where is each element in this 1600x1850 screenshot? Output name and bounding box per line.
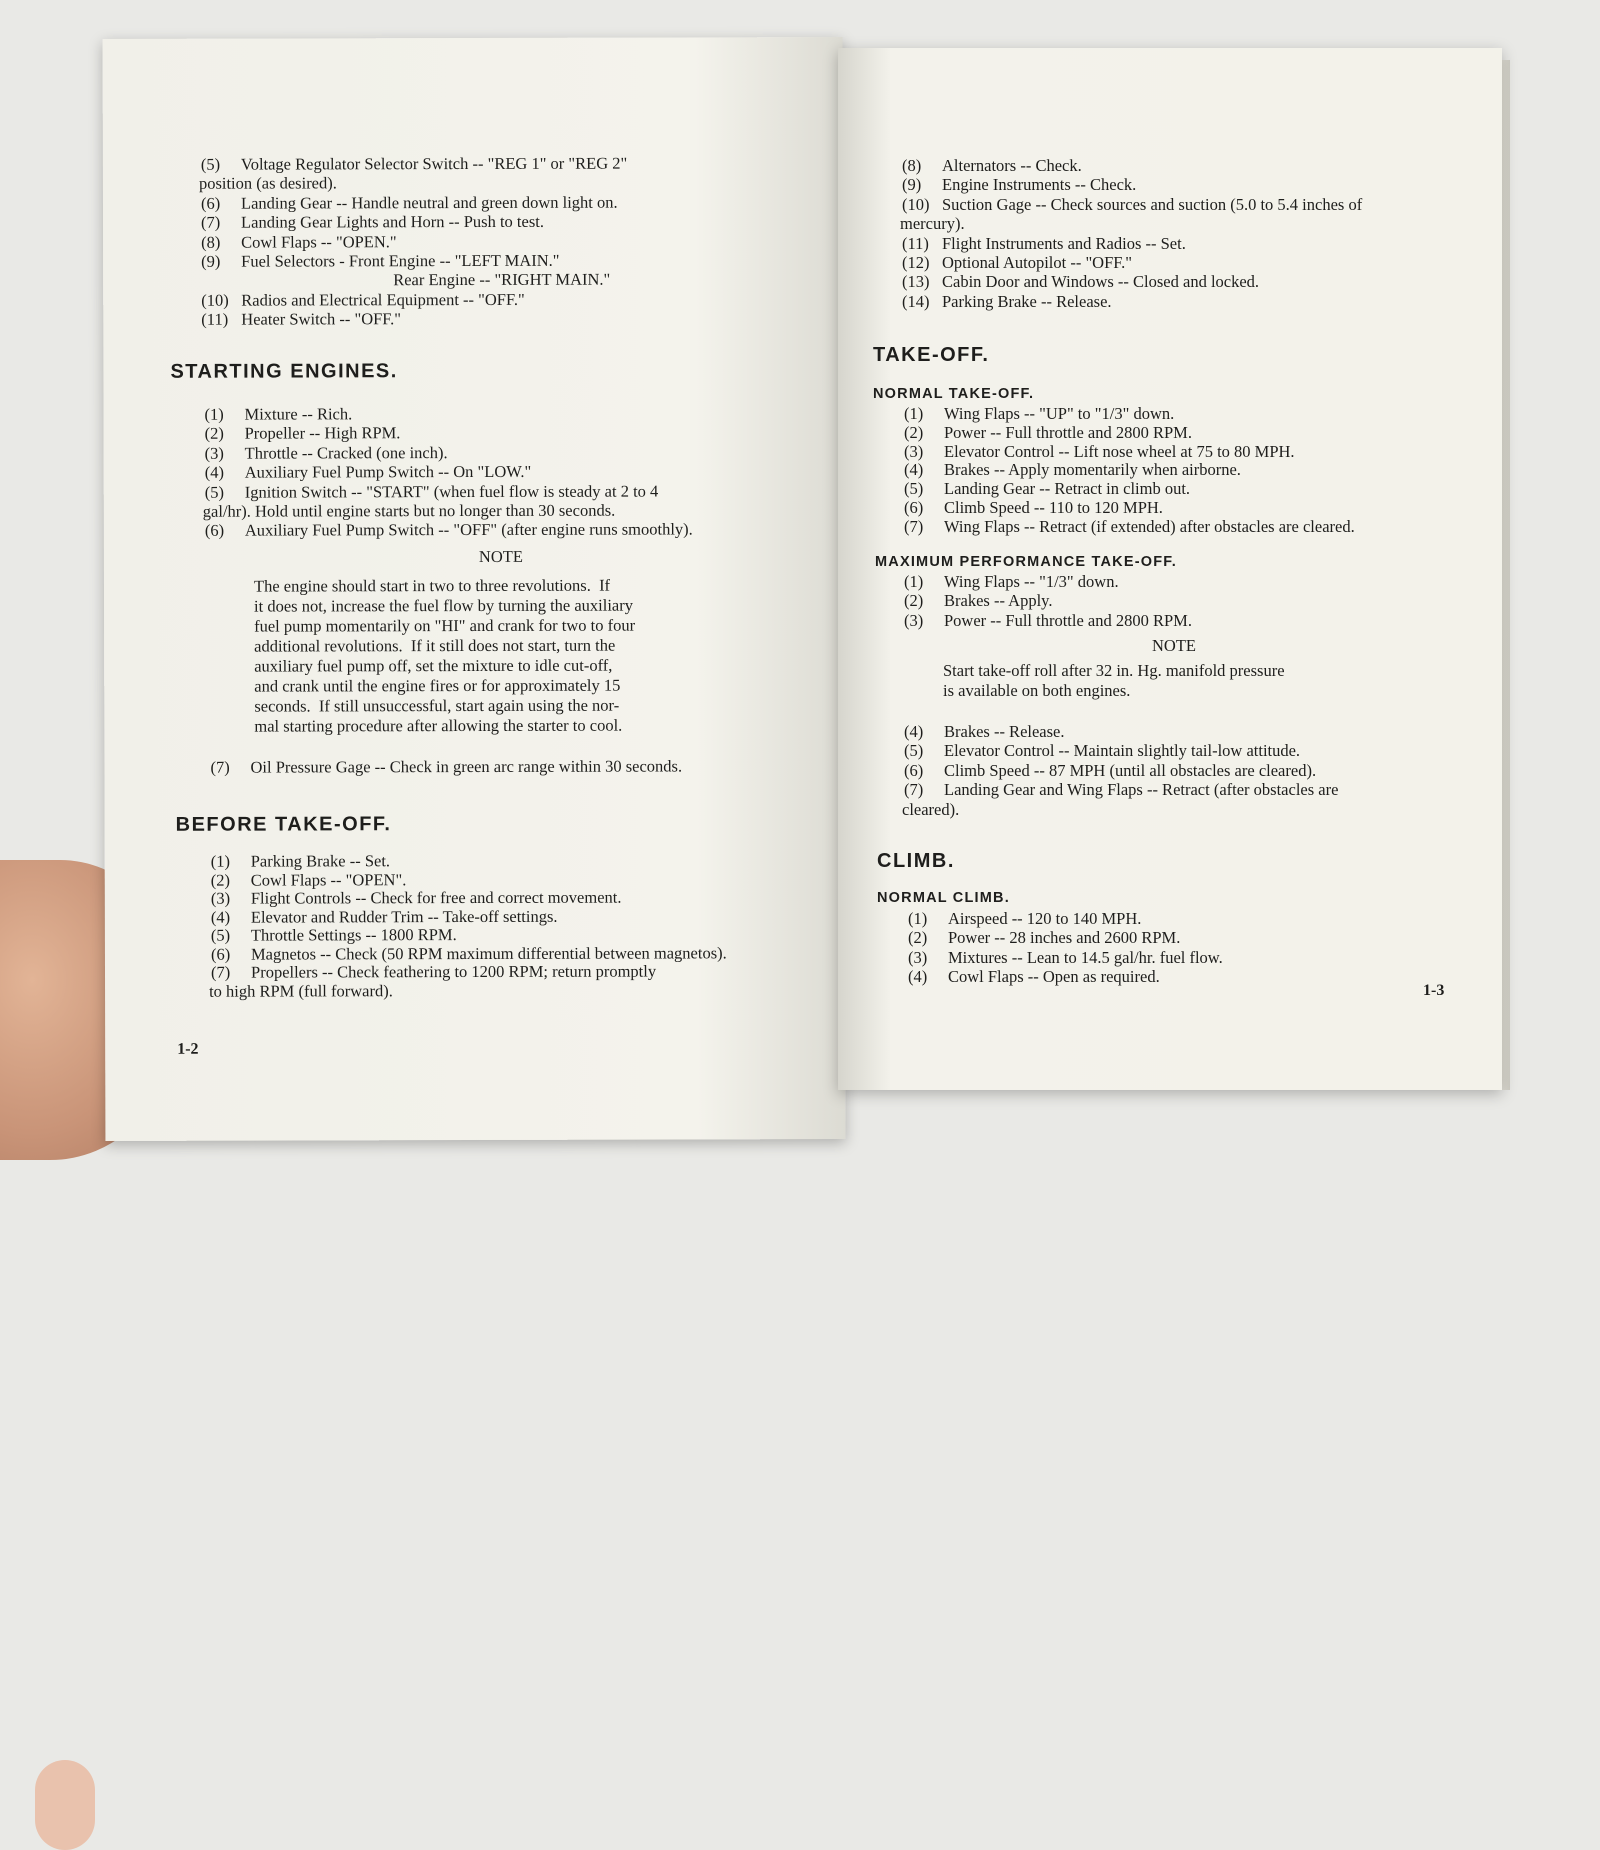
item-number: (4) [204, 462, 224, 482]
item-text: Landing Gear -- Handle neutral and green down light on. [240, 192, 618, 213]
list-item [211, 870, 727, 890]
normal-climb-list [908, 909, 1223, 987]
item-text: Throttle -- Cracked (one inch). [244, 442, 448, 463]
item-text: Mixtures -- Lean to 14.5 gal/hr. fuel flow. [948, 947, 1223, 967]
list-item: position (as desired). [198, 173, 337, 194]
item-number: (4) [210, 907, 231, 927]
item-text: Flight Instruments and Radios -- Set. [942, 233, 1186, 253]
item-text: Cowl Flaps -- Open as required. [948, 967, 1160, 987]
list-item: cleared). [902, 799, 960, 819]
item-text: Power -- 28 inches and 2600 RPM. [948, 928, 1181, 948]
item-number: (7) [904, 780, 924, 800]
list-item [908, 967, 1223, 986]
item-number: (8) [902, 156, 922, 175]
item-number: (2) [908, 928, 928, 948]
item-text: Optional Autopilot -- "OFF." [942, 253, 1132, 273]
list-item [904, 405, 1355, 424]
list-item [908, 909, 1223, 928]
item-text: Wing Flaps -- "1/3" down. [944, 572, 1119, 591]
item-text: Mixture -- Rich. [244, 404, 353, 424]
list-item [902, 156, 1362, 175]
oil-pressure-item [210, 756, 682, 777]
left-page [103, 37, 846, 1141]
item-number: (2) [210, 870, 231, 890]
item-text: Auxiliary Fuel Pump Switch -- "OFF" (after engine runs smoothly). [244, 519, 693, 541]
list-item [201, 154, 627, 175]
normal-takeoff-list [904, 405, 1355, 537]
item-text: Ignition Switch -- "START" (when fuel flow is steady at 2 to 4 [244, 481, 659, 502]
item-number: (14) [902, 291, 930, 311]
item-number: (3) [904, 610, 924, 630]
item-text: Landing Gear Lights and Horn -- Push to test. [241, 212, 544, 232]
list-item [902, 175, 1362, 194]
list-item [902, 234, 1362, 253]
list-item: mercury). [900, 214, 965, 234]
subheading-normal-takeoff: NORMAL TAKE-OFF. [873, 386, 1035, 402]
list-item [908, 948, 1223, 967]
item-text: Throttle Settings -- 1800 RPM. [250, 925, 457, 945]
item-text: Cowl Flaps -- "OPEN." [241, 231, 397, 252]
note-label: NOTE [1152, 636, 1196, 655]
list-item [205, 442, 693, 463]
item-text: Oil Pressure Gage -- Check in green arc range within 30 seconds. [250, 756, 683, 777]
list-item [205, 403, 693, 424]
list-item: Rear Engine -- "RIGHT MAIN." [393, 270, 611, 290]
note-text: Start take-off roll after 32 in. Hg. manifold pressure is available on both engines. [943, 661, 1285, 700]
heading-climb: CLIMB. [877, 850, 955, 872]
item-number: (1) [204, 404, 224, 424]
item-text: Power -- Full throttle and 2800 RPM. [944, 422, 1192, 442]
item-text: Climb Speed -- 87 MPH (until all obstacles are cleared). [944, 760, 1317, 780]
item-number: (4) [904, 460, 924, 480]
thumbnail [35, 1760, 95, 1850]
before-takeoff-list [211, 851, 727, 1000]
item-text: Elevator Control -- Lift nose wheel at 75 to 80 MPH. [944, 441, 1295, 461]
item-text: Airspeed -- 120 to 140 MPH. [948, 909, 1142, 928]
item-text: Radios and Electrical Equipment -- "OFF." [241, 289, 525, 310]
heading-takeoff: TAKE-OFF. [873, 344, 990, 366]
item-number: (7) [201, 212, 221, 232]
item-number: (3) [908, 947, 928, 967]
list-item [902, 253, 1362, 272]
item-number: (11) [902, 233, 929, 253]
list-item [205, 462, 693, 483]
list-item: gal/hr). Hold until engine starts but no longer than 30 seconds. [202, 500, 616, 521]
item-text: Suction Gage -- Check sources and suction (5.0 to 5.4 inches of [942, 194, 1363, 214]
list-item [205, 423, 693, 444]
item-number: (4) [908, 967, 928, 987]
item-text: Cabin Door and Windows -- Closed and locked. [942, 272, 1260, 292]
subheading-max-performance-takeoff: MAXIMUM PERFORMANCE TAKE-OFF. [875, 554, 1177, 570]
item-text: Elevator and Rudder Trim -- Take-off settings. [250, 906, 558, 927]
item-number: (3) [204, 443, 224, 463]
list-item [904, 499, 1355, 518]
note-label: NOTE [478, 546, 523, 566]
page-number: 1-3 [1423, 982, 1445, 999]
item-number: (3) [904, 441, 924, 461]
item-number: (6) [904, 497, 924, 517]
list-item [205, 481, 693, 502]
item-text: Cowl Flaps -- "OPEN". [250, 869, 407, 890]
page-number: 1-2 [177, 1040, 199, 1058]
item-number: (6) [904, 760, 924, 780]
item-number: (5) [204, 482, 225, 502]
item-number: (5) [904, 741, 924, 761]
list-item [211, 907, 727, 927]
list-item [210, 756, 682, 777]
list-item [904, 461, 1355, 480]
list-item [902, 272, 1362, 291]
item-number: (6) [204, 521, 225, 541]
item-number: (9) [902, 175, 922, 195]
list-item [904, 424, 1355, 443]
list-item [904, 518, 1355, 537]
item-number: (5) [210, 925, 231, 945]
list-item [902, 195, 1362, 214]
item-text: Engine Instruments -- Check. [942, 175, 1137, 195]
item-text: Alternators -- Check. [942, 156, 1082, 175]
checklist-continued [902, 156, 1362, 311]
item-text: Parking Brake -- Set. [250, 851, 391, 871]
list-item [904, 741, 1338, 760]
list-item [904, 761, 1338, 780]
item-number: (6) [210, 944, 231, 964]
list-item [904, 611, 1192, 630]
item-text: Auxiliary Fuel Pump Switch -- On "LOW." [244, 462, 532, 482]
list-item [904, 780, 1338, 799]
item-text: Propeller -- High RPM. [244, 423, 401, 444]
note-text: The engine should start in two to three revolutions. If it does not, increase the fuel flow by turning the auxiliary fuel pump momentarily on "HI" and crank for two to four additional revolutions. If it still does not start, turn the auxiliary fuel pump off, set the mixture to idle cut-off, and crank until the engine fires or for approximately 15 seconds. If still unsuccessful, start again using the nor- mal starting procedure after allowing the starter to cool. [253, 575, 636, 736]
item-number: (7) [210, 962, 231, 982]
item-number: (6) [200, 193, 221, 213]
max-takeoff-list [904, 572, 1192, 630]
item-number: (13) [902, 272, 930, 292]
item-text: Brakes -- Apply. [944, 591, 1053, 611]
item-text: Climb Speed -- 110 to 120 MPH. [944, 497, 1163, 517]
item-number: (5) [904, 479, 924, 499]
checklist-continued [198, 153, 628, 330]
item-text: Heater Switch -- "OFF." [241, 309, 402, 329]
item-text: Brakes -- Apply momentarily when airborne. [944, 460, 1241, 480]
item-text: Fuel Selectors - Front Engine -- "LEFT MAIN." [241, 250, 560, 271]
item-number: (4) [904, 722, 924, 741]
list-item [201, 251, 627, 272]
list-item [201, 192, 627, 213]
list-item [211, 851, 727, 871]
item-number: (9) [201, 251, 221, 271]
item-number: (7) [210, 757, 230, 777]
item-text: Landing Gear and Wing Flaps -- Retract (after obstacles are [944, 780, 1339, 800]
list-item [904, 572, 1192, 591]
item-number: (10) [902, 194, 930, 214]
heading-before-takeoff: BEFORE TAKE-OFF. [175, 813, 392, 836]
list-item [201, 289, 627, 310]
item-number: (2) [204, 424, 224, 444]
item-text: Voltage Regulator Selector Switch -- "REG 1" or "REG 2" [240, 153, 628, 174]
item-number: (10) [201, 290, 229, 310]
list-item [904, 480, 1355, 499]
item-number: (7) [904, 516, 924, 536]
list-item [904, 443, 1355, 462]
item-text: Wing Flaps -- Retract (if extended) after obstacles are cleared. [944, 516, 1355, 536]
list-item [904, 722, 1338, 741]
item-text: Wing Flaps -- "UP" to "1/3" down. [944, 404, 1175, 423]
subheading-normal-climb: NORMAL CLIMB. [877, 890, 1010, 906]
item-text: Brakes -- Release. [944, 722, 1065, 741]
max-takeoff-list-continued [904, 722, 1338, 819]
item-number: (2) [904, 591, 924, 611]
item-text: Propellers -- Check feathering to 1200 RPM; return promptly [250, 961, 657, 982]
list-item [904, 591, 1192, 610]
item-text: Landing Gear -- Retract in climb out. [944, 479, 1191, 499]
item-text: Parking Brake -- Release. [942, 291, 1112, 311]
item-number: (1) [908, 909, 928, 928]
starting-engines-list [202, 403, 693, 541]
item-number: (2) [904, 422, 924, 442]
item-text: Power -- Full throttle and 2800 RPM. [944, 610, 1192, 630]
list-item [201, 212, 627, 233]
list-item [205, 520, 693, 541]
list-item [201, 231, 627, 252]
list-item [908, 928, 1223, 947]
item-number: (1) [210, 851, 230, 871]
right-page [838, 48, 1502, 1090]
item-text: Magnetos -- Check (50 RPM maximum differential between magnetos). [250, 942, 727, 964]
item-number: (1) [904, 404, 924, 423]
item-number: (5) [200, 154, 221, 174]
item-number: (1) [904, 572, 924, 591]
heading-starting-engines: STARTING ENGINES. [170, 360, 398, 383]
list-item [902, 292, 1362, 311]
list-item [201, 309, 627, 330]
item-number: (3) [210, 888, 231, 908]
item-number: (11) [201, 309, 229, 329]
list-item [211, 888, 727, 908]
list-item [211, 962, 727, 982]
item-text: Flight Controls -- Check for free and correct movement. [250, 887, 622, 908]
item-number: (8) [201, 232, 221, 252]
item-text: Elevator Control -- Maintain slightly tail-low attitude. [944, 741, 1301, 761]
item-number: (12) [902, 253, 930, 273]
list-item: to high RPM (full forward). [209, 980, 393, 1001]
